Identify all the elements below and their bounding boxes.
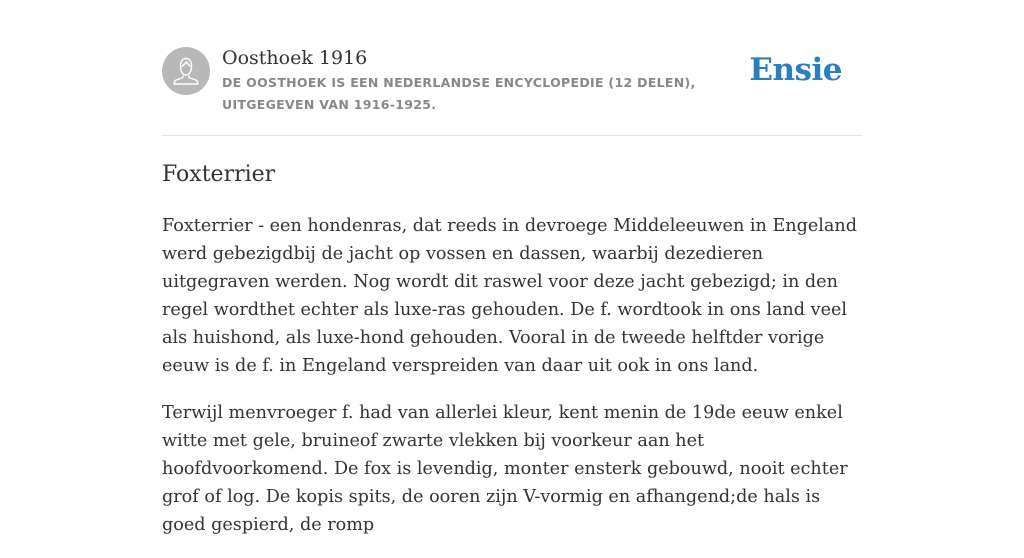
source-description: DE OOSTHOEK IS EEN NEDERLANDSE ENCYCLOPEDIE (12 DELEN), UITGEGEVEN VAN 1916-1925. [222,75,696,112]
header-divider [162,135,862,136]
article-title: Foxterrier [162,162,276,187]
user-silhouette-icon [162,47,210,95]
avatar[interactable] [162,47,210,95]
source-title[interactable]: Oosthoek 1916 [222,47,368,69]
brand-logo[interactable]: Ensie [749,52,842,88]
article-body [162,212,862,558]
article-paragraph: Terwijl menvroeger f. had van allerlei kleur, kent menin de 19de eeuw enkel witte met gele, bruineof zwarte vlekken bij voorkeur aan het hoofdvoorkomend. De fox is levendig, monter ensterk gebouwd, nooit echter grof of log. De kopis spits, de ooren zijn V-vormig en afhangend;de hals is goed gespierd, de romp [162,403,848,535]
source-header [162,46,862,116]
article-paragraph: Foxterrier - een hondenras, dat reeds in devroege Middeleeuwen in Engeland werd gebezigdbij de jacht op vossen en dassen, waarbij dezedieren uitgegraven werden. Nog wordt dit raswel voor deze jacht gebezigd; in den regel wordthet echter als luxe-ras gehouden. De f. wordtook in ons land veel als huishond, als luxe-hond gehouden. Vooral in de tweede helftder vorige eeuw is de f. in Engeland verspreiden van daar uit ook in ons land. [162,216,858,376]
